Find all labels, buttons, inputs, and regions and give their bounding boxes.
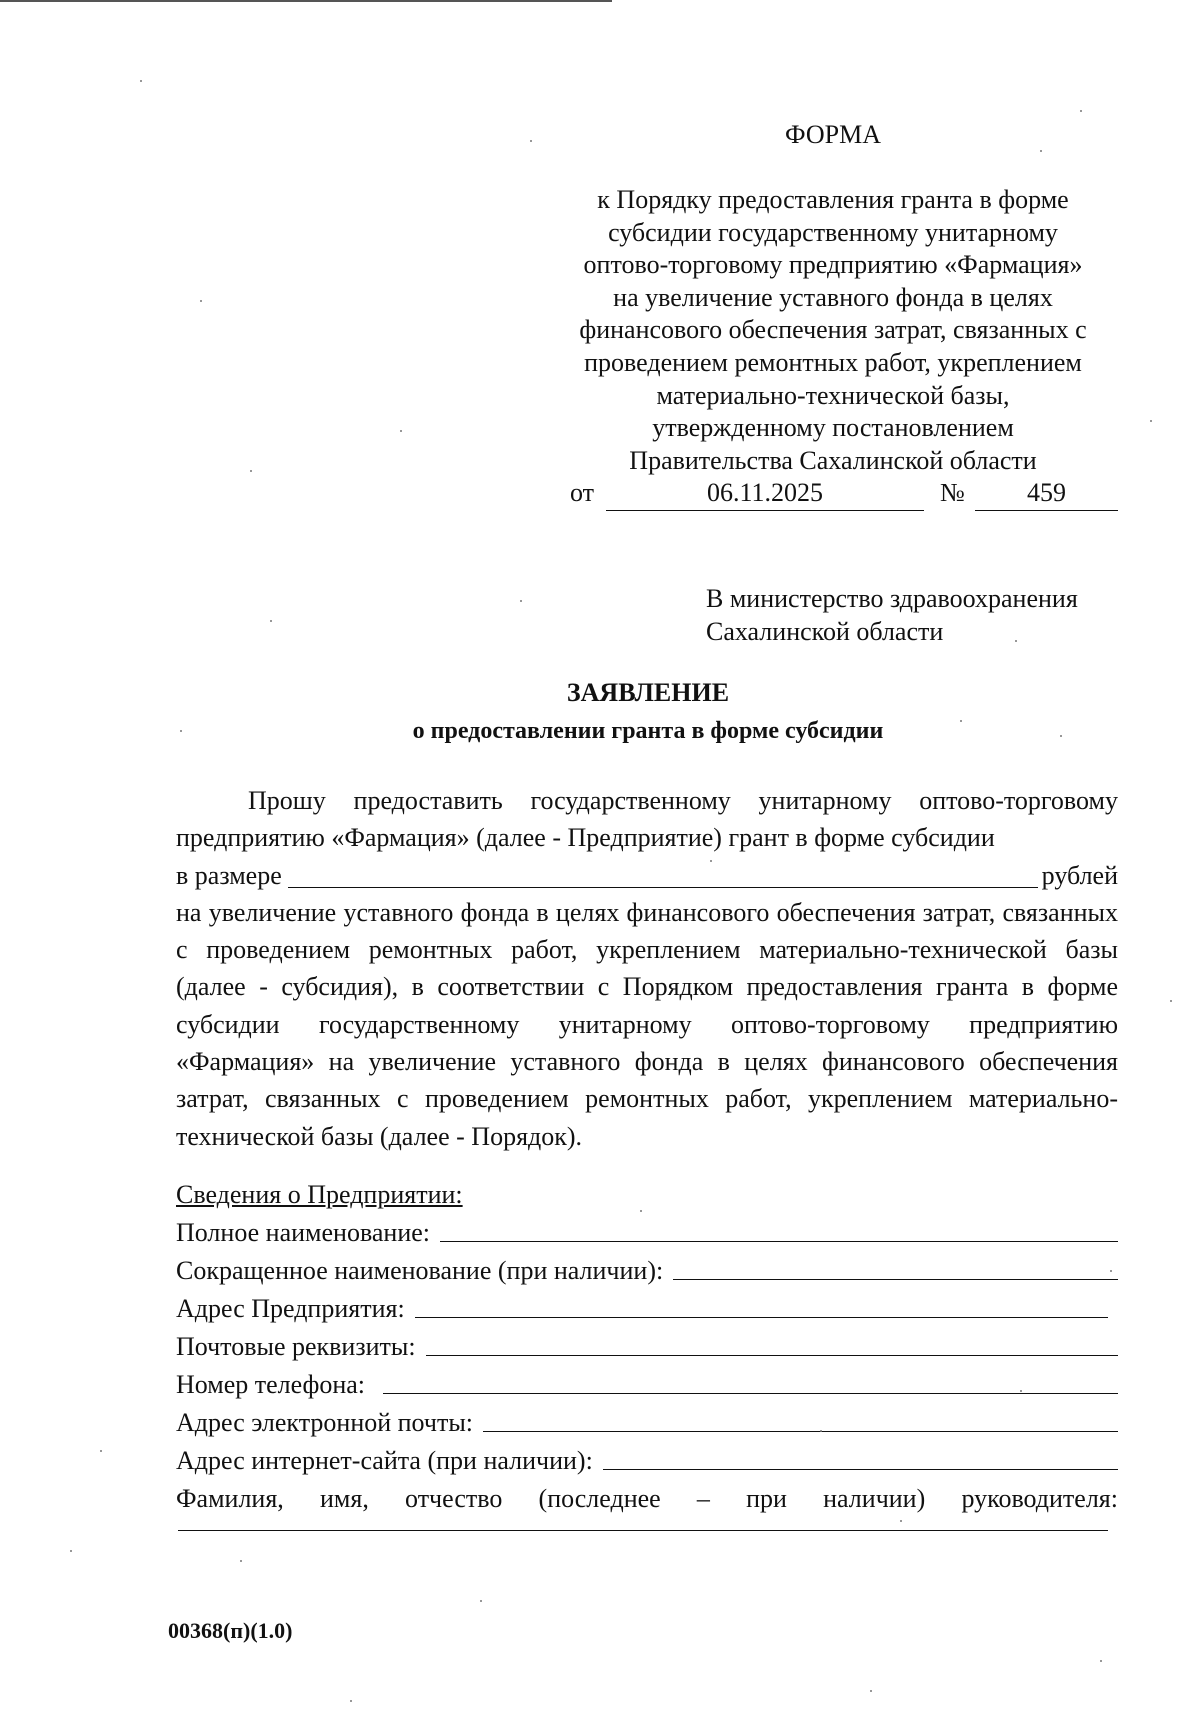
scan-speckle (180, 730, 182, 732)
scan-speckle (1020, 1390, 1022, 1392)
header-line: утвержденному постановлением (652, 413, 1014, 443)
document-code: 00368(п)(1.0) (168, 1618, 293, 1643)
director-name-field[interactable] (178, 1530, 1108, 1531)
scan-speckle (480, 1600, 482, 1602)
scan-speckle (520, 600, 522, 602)
field-label: Номер телефона: (176, 1370, 366, 1399)
director-word: при (746, 1484, 787, 1513)
scan-speckle (200, 300, 202, 302)
enterprise-info (176, 1172, 1118, 1514)
field-label: Адрес Предприятия: (176, 1294, 405, 1323)
website-row (176, 1438, 1118, 1476)
director-row (176, 1476, 1118, 1514)
short-name-field[interactable] (673, 1251, 1118, 1280)
header-line: проведением ремонтных работ, укреплением (584, 347, 1082, 377)
form-label: ФОРМА (785, 120, 881, 149)
amount-prefix: в размере (176, 860, 282, 890)
scan-speckle (240, 1560, 242, 1562)
date-prefix: от (570, 478, 595, 507)
scan-speckle (1015, 640, 1017, 642)
director-word: руководителя: (961, 1484, 1118, 1513)
director-word: (последнее (538, 1484, 661, 1513)
scan-speckle (1080, 110, 1082, 112)
scan-speckle (710, 860, 712, 862)
scan-speckle (400, 430, 402, 432)
scan-speckle (1150, 420, 1152, 422)
scan-speckle (820, 1430, 822, 1432)
header-line: оптово-торговому предприятию «Фармация» (583, 250, 1083, 280)
scan-speckle (70, 1550, 72, 1552)
director-word: имя, (320, 1484, 369, 1513)
amount-field[interactable] (288, 859, 1038, 888)
recipient-line: В министерство здравоохранения (706, 584, 1078, 613)
resolution-date-number (570, 478, 1118, 512)
scan-speckle (530, 140, 532, 142)
scan-speckle (1170, 1000, 1172, 1002)
address-field[interactable] (415, 1289, 1108, 1318)
scan-speckle (1100, 1660, 1102, 1662)
field-label: Полное наименование: (176, 1218, 431, 1247)
amount-row (176, 857, 1118, 894)
section-title: Сведения о Предприятии: (176, 1180, 463, 1209)
postal-field[interactable] (426, 1327, 1118, 1356)
website-field[interactable] (603, 1441, 1118, 1470)
form-attachment-header (560, 184, 1106, 477)
short-name-row (176, 1248, 1118, 1286)
number-sign: № (940, 478, 965, 507)
email-row (176, 1400, 1118, 1438)
scan-speckle (640, 1210, 642, 1212)
director-word: отчество (405, 1484, 503, 1513)
header-line: материально-технической базы, (656, 380, 1010, 410)
scan-speckle (350, 1700, 352, 1702)
header-line: к Порядку предоставления гранта в форме (597, 185, 1069, 214)
postal-row (176, 1324, 1118, 1362)
amount-suffix: рублей (1041, 860, 1118, 890)
director-word: – (696, 1484, 710, 1513)
resolution-date: 06.11.2025 (606, 478, 924, 511)
header-line: Правительства Сахалинской области (629, 445, 1037, 475)
address-row (176, 1286, 1118, 1324)
phone-field[interactable] (383, 1365, 1118, 1394)
director-word: Фамилия, (176, 1484, 284, 1513)
scan-speckle (1110, 1270, 1112, 1272)
document-subtitle: о предоставлении гранта в форме субсидии (412, 718, 884, 744)
scan-speckle (140, 80, 142, 82)
header-line: финансового обеспечения затрат, связанных с (579, 315, 1087, 345)
resolution-number: 459 (975, 478, 1118, 511)
scan-speckle (270, 620, 272, 622)
scan-edge-line (0, 0, 612, 2)
header-line: на увеличение уставного фонда в целях (613, 282, 1053, 312)
field-label: Адрес электронной почты: (176, 1408, 474, 1437)
section-title-row (176, 1172, 1118, 1210)
body-text: Прошу предоставить государственному унитарному оптово-торговому предприятию «Фармация» (далее - Предприятие) грант в форме субсидии (176, 786, 1118, 853)
application-body (176, 782, 1118, 1155)
scan-speckle (960, 720, 962, 722)
scan-speckle (100, 1450, 102, 1452)
phone-row (176, 1362, 1118, 1400)
recipient-block (706, 582, 1078, 648)
scan-speckle (1060, 735, 1062, 737)
scan-speckle (900, 1520, 902, 1522)
body-text: на увеличение уставного фонда в целях финансового обеспечения затрат, связанных с проведением ремонтных работ, укреплением материально-технической базы (далее - субсидия), в соответствии с Порядком предоставления гранта в форме субсидии государственному унитарному оптово-торговому предприятию «Фармация» на увеличение уставного фонда в целях финансового обеспечения затрат, связанных с проведением ремонтных работ, укреплением материально-технической базы (далее - Порядок). (176, 897, 1118, 1151)
full-name-row (176, 1210, 1118, 1248)
scan-speckle (250, 470, 252, 472)
director-word: наличии) (823, 1484, 926, 1513)
header-line: субсидии государственному унитарному (608, 217, 1058, 247)
field-label: Сокращенное наименование (при наличии): (176, 1256, 664, 1285)
scan-speckle (870, 1690, 872, 1692)
document-title: ЗАЯВЛЕНИЕ (566, 678, 730, 707)
scan-speckle (1040, 150, 1042, 152)
recipient-line: Сахалинской области (706, 617, 944, 646)
field-label: Адрес интернет-сайта (при наличии): (176, 1446, 593, 1475)
field-label: Почтовые реквизиты: (176, 1332, 416, 1361)
full-name-field[interactable] (440, 1213, 1118, 1242)
email-field[interactable] (483, 1403, 1118, 1432)
